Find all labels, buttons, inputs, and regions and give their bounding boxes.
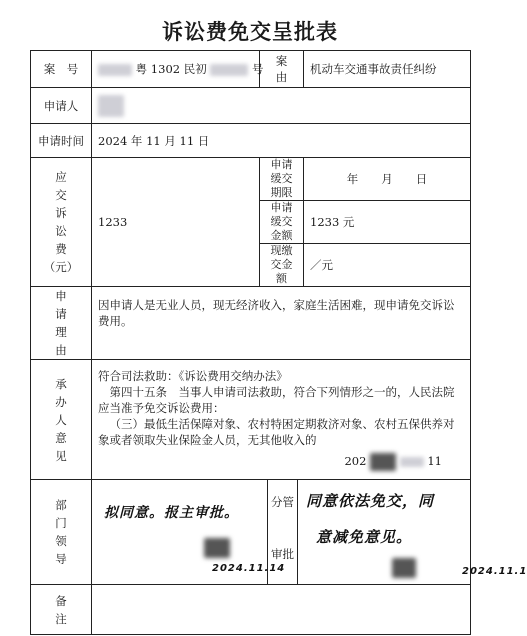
row-fee-period: [31, 158, 471, 201]
redacted-dept-signature: [204, 538, 230, 558]
case-number-label: 案 号: [31, 51, 92, 88]
defer-amount-value: 1233 元: [304, 201, 471, 244]
opinion-label-line: 承: [55, 376, 67, 391]
dept-label-line: 门: [55, 516, 67, 530]
opinion-label: [31, 360, 92, 480]
redacted-opinion-signature: [370, 453, 396, 471]
dept-cell: [92, 480, 527, 585]
opinion-text: [92, 360, 471, 480]
form-title: 诉讼费免交呈批表: [162, 19, 338, 44]
fee-label: [31, 158, 92, 287]
row-apply-time: [31, 124, 471, 158]
row-remarks: [31, 585, 471, 635]
opinion-date-prefix: 202: [344, 454, 367, 468]
fee-label-line: 应: [55, 170, 67, 184]
opinion-label-line: 人: [55, 412, 67, 427]
cause-label: 案 由: [260, 51, 304, 88]
redacted-leader-signature: [392, 558, 416, 578]
row-opinion: [31, 360, 471, 480]
sub-label-top: 分管: [271, 495, 294, 509]
case-number-value: [92, 51, 264, 88]
row-case-number: [31, 51, 471, 88]
redacted-opinion-date: [400, 457, 424, 467]
reason-label: [31, 287, 92, 360]
opinion-label-line: 意: [55, 430, 67, 445]
paid-value: ／元: [304, 244, 471, 287]
reason-label-line: 请: [55, 307, 67, 321]
dept-label: [31, 480, 92, 585]
redacted-case-prefix: [98, 64, 132, 76]
opinion-date-suffix: 11: [427, 454, 442, 468]
dept-label-line: 领: [55, 534, 67, 548]
case-court-code: 粤 1302 民初: [135, 62, 207, 76]
dept-handwriting: 拟同意。报主审批。: [104, 505, 239, 521]
dept-label-line: 部: [55, 498, 67, 512]
opinion-line-1: 符合司法救助：《诉讼费用交纳办法》: [98, 369, 288, 383]
applicant-value: [92, 88, 471, 124]
fee-label-line: （元）: [43, 260, 79, 274]
dept-label-line: 导: [55, 552, 67, 566]
fee-label-line: 诉: [55, 206, 67, 220]
fee-amount: 1233: [92, 158, 260, 287]
fee-label-line: 讼: [55, 224, 67, 238]
remarks-value: [92, 585, 471, 635]
opinion-line-3: （三）最低生活保障对象、农村特困定期救济对象、农村五保供养对象或者领取失业保险金人员，无其他收入的: [98, 417, 455, 447]
case-number-suffix: 号: [252, 62, 264, 76]
defer-period-value: 年 月 日: [304, 158, 471, 201]
applicant-label: 申请人: [31, 88, 92, 124]
fee-label-line: 交: [55, 188, 67, 202]
remarks-label-line: 备: [55, 593, 67, 608]
leader-handwriting-line-2: 意减免意见。: [316, 528, 413, 546]
dept-date: 2024.11.14: [212, 563, 286, 574]
row-reason: [31, 287, 471, 360]
remarks-label: [31, 585, 92, 635]
reason-label-line: 由: [55, 343, 67, 357]
fee-label-line: 费: [55, 242, 67, 256]
leader-date: 2024.11.1: [462, 566, 527, 577]
sub-label-bottom: 审批: [271, 547, 294, 561]
opinion-label-line: 办: [55, 394, 67, 409]
opinion-label-line: 见: [55, 448, 67, 463]
sub-label-divider-right: [297, 480, 298, 585]
leader-handwriting-line-1: 同意依法免交，同: [306, 492, 435, 510]
row-applicant: [31, 88, 471, 124]
approval-form-table: [30, 50, 527, 635]
apply-time-label: 申请时间: [31, 124, 92, 158]
redacted-case-number: [210, 64, 248, 76]
reason-label-line: 申: [55, 289, 67, 303]
opinion-date: [344, 453, 442, 471]
apply-time-value: 2024 年 11 月 11 日: [92, 124, 471, 158]
cause-value: 机动车交通事故责任纠纷: [304, 51, 471, 88]
defer-amount-label: 申请缓交金额: [260, 201, 304, 244]
remarks-label-line: 注: [55, 611, 67, 626]
redacted-applicant-name: [98, 95, 124, 117]
defer-period-label: 申请缓交期限: [260, 158, 304, 201]
reason-label-line: 理: [55, 325, 67, 339]
paid-label: 现缴交金额: [260, 244, 304, 287]
opinion-line-2: 第四十五条 当事人申请司法救助，符合下列情形之一的，人民法院应当准予免交诉讼费用：: [98, 385, 455, 415]
reason-text: 因申请人是无业人员，现无经济收入，家庭生活困难，现申请免交诉讼费用。: [92, 287, 471, 360]
row-dept-leader: [31, 480, 471, 585]
